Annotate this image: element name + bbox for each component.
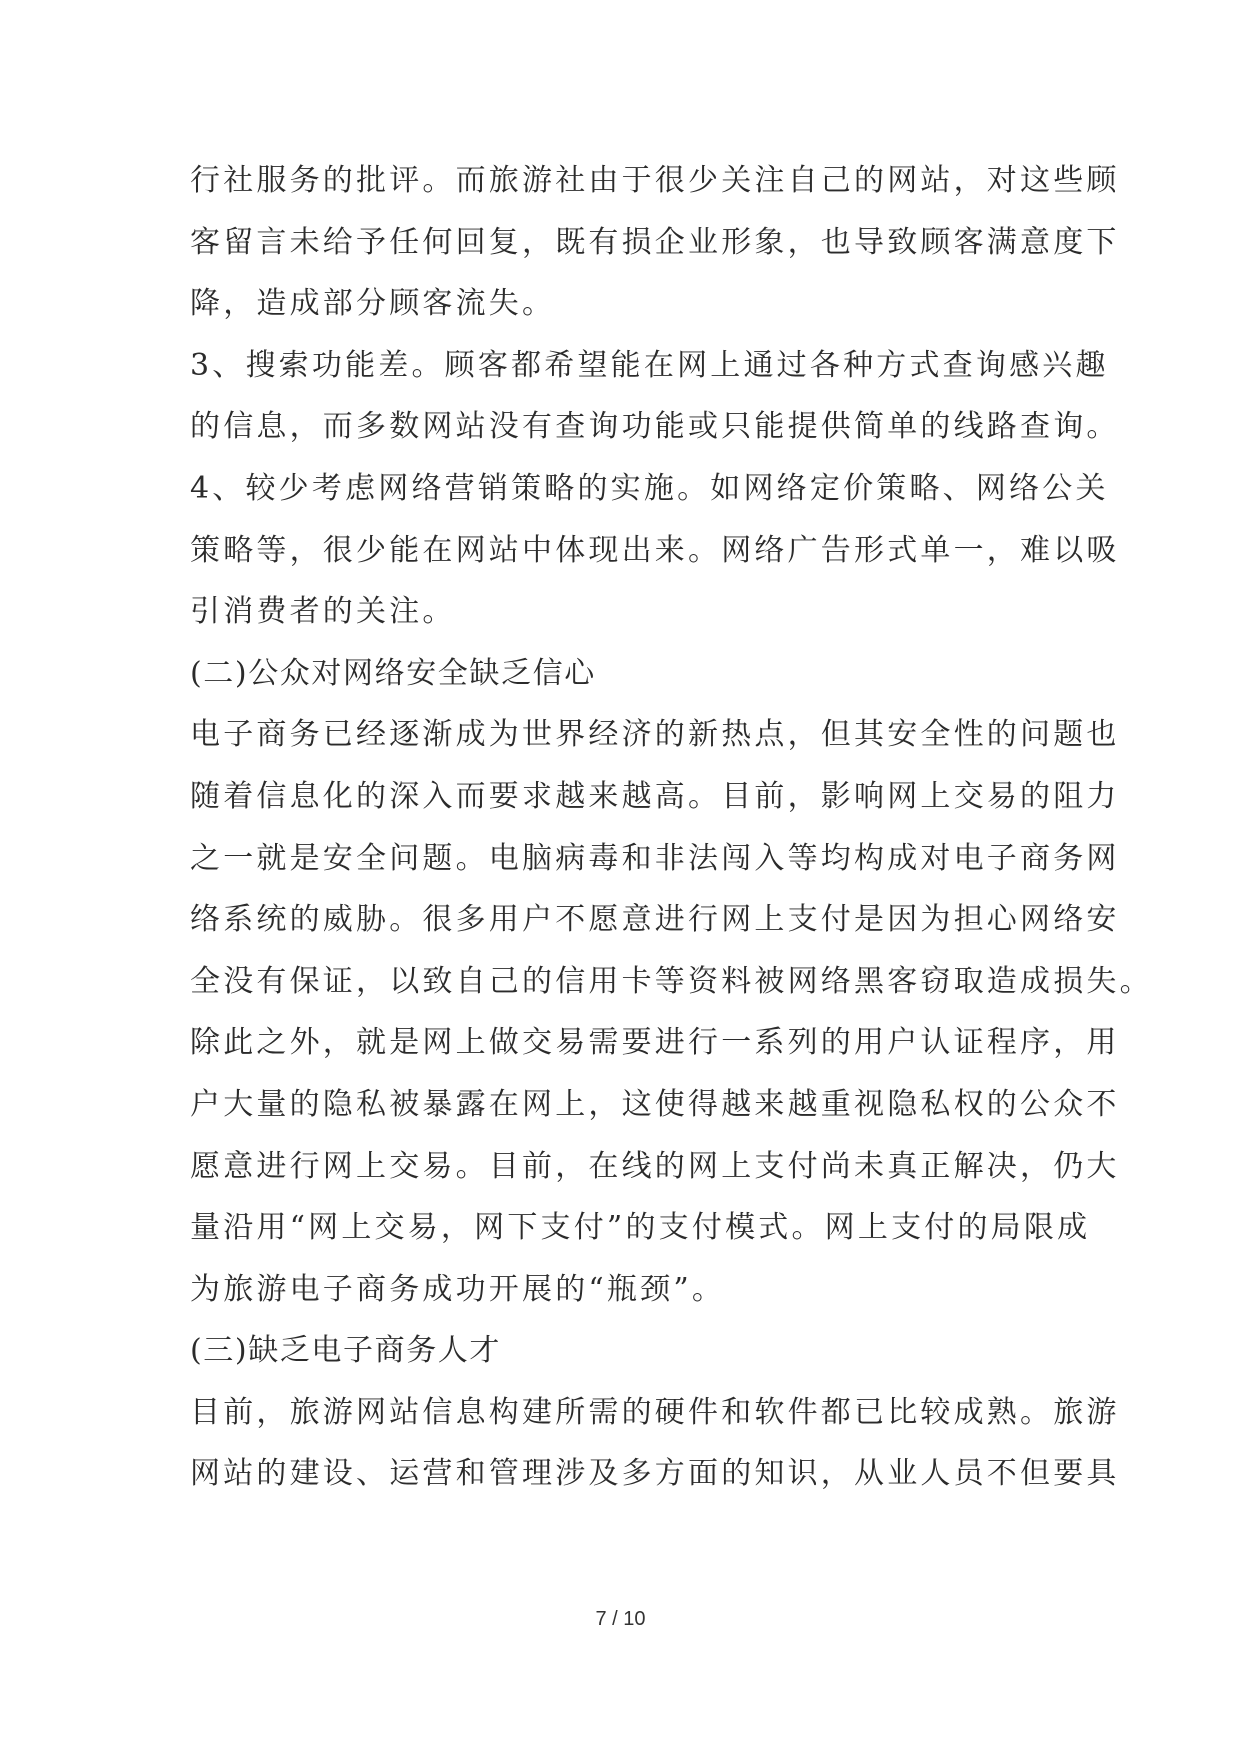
text-line: 目前，旅游网站信息构建所需的硬件和软件都已比较成熟。旅游 (190, 1394, 1120, 1430)
text-line: 全没有保证，以致自己的信用卡等资料被网络黑客窃取造成损失。 (190, 963, 1153, 999)
text-line: 策略等，很少能在网站中体现出来。网络广告形式单一，难以吸 (190, 532, 1120, 568)
text-line: 愿意进行网上交易。目前，在线的网上支付尚未真正解决，仍大 (190, 1148, 1120, 1184)
text-line: 客留言未给予任何回复，既有损企业形象，也导致顾客满意度下 (190, 224, 1120, 260)
text-line: 行社服务的批评。而旅游社由于很少关注自己的网站，对这些顾 (190, 163, 1120, 198)
text-line: 引消费者的关注。 (190, 594, 456, 630)
text-line: 户大量的隐私被暴露在网上，这使得越来越重视隐私权的公众不 (190, 1086, 1120, 1122)
text-line: 电子商务已经逐渐成为世界经济的新热点，但其安全性的问题也 (190, 717, 1120, 753)
text-line: 降，造成部分顾客流失。 (190, 286, 556, 322)
text-line: 为旅游电子商务成功开展的“瓶颈”。 (190, 1271, 726, 1307)
text-line: 的信息，而多数网站没有查询功能或只能提供简单的线路查询。 (190, 409, 1120, 445)
text-line: 量沿用“网上交易，网下支付”的支付模式。网上支付的局限成 (190, 1210, 1091, 1246)
section-heading: (三)缺乏电子商务人才 (190, 1333, 502, 1369)
text-line: 4、较少考虑网络营销策略的实施。如网络定价策略、网络公关 (190, 470, 1109, 506)
text-line: 网站的建设、运营和管理涉及多方面的知识，从业人员不但要具 (190, 1456, 1120, 1492)
text-line: 络系统的威胁。很多用户不愿意进行网上支付是因为担心网络安 (190, 902, 1120, 938)
text-line: 3、搜索功能差。顾客都希望能在网上通过各种方式查询感兴趣 (190, 347, 1109, 383)
body-text (190, 150, 1153, 1505)
text-line: 除此之外，就是网上做交易需要进行一系列的用户认证程序，用 (190, 1025, 1120, 1061)
text-line: 之一就是安全问题。电脑病毒和非法闯入等均构成对电子商务网 (190, 840, 1120, 876)
page-number: 7 / 10 (595, 1608, 646, 1630)
text-line: 随着信息化的深入而要求越来越高。目前，影响网上交易的阻力 (190, 778, 1120, 814)
section-heading: (二)公众对网络安全缺乏信心 (190, 655, 596, 691)
